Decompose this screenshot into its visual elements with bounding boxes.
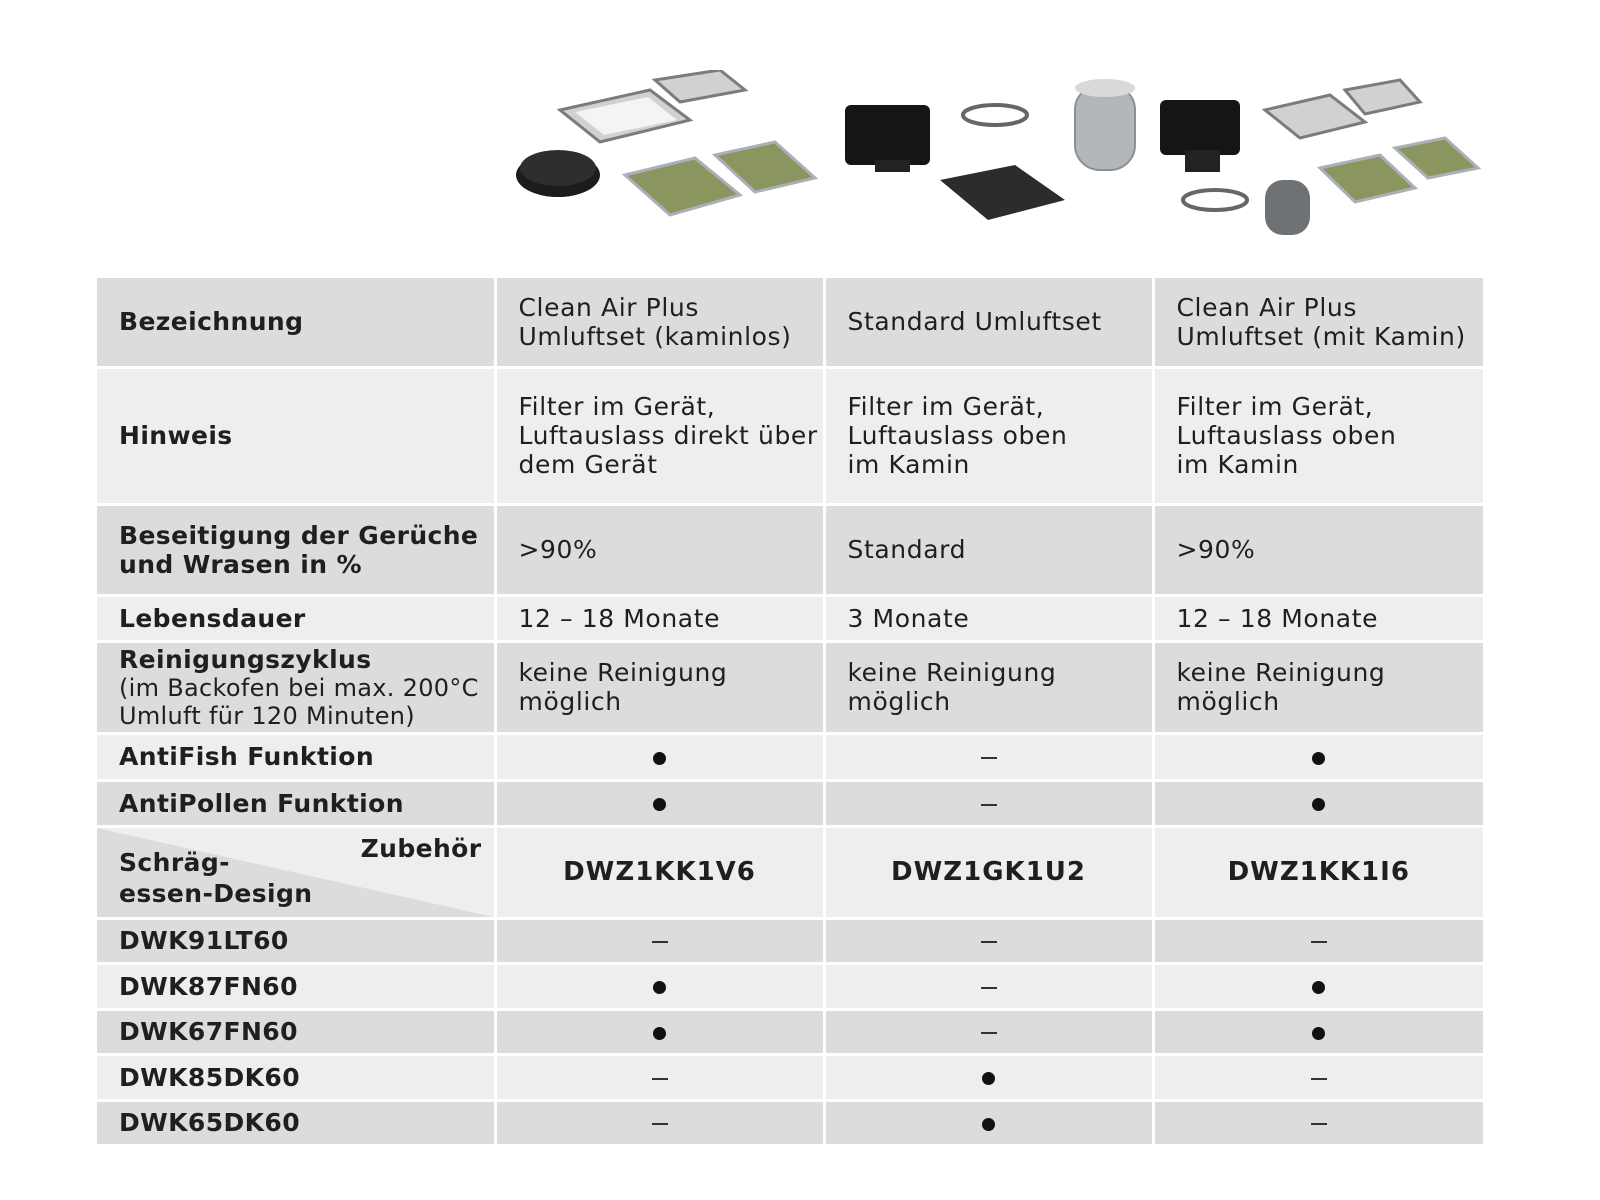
reinigung-col1 <box>495 641 824 733</box>
hinweis-col1-line2: Luftauslass direkt über <box>518 421 818 450</box>
filled-dot-icon <box>1312 798 1325 811</box>
label-beseitigung-line2: und Wrasen in % <box>119 549 362 579</box>
model-compat-col1 <box>495 1100 824 1145</box>
zubehoer-label: Zubehör <box>360 833 482 863</box>
schraegessen-label-line1: Schräg- <box>119 847 230 877</box>
dash-icon <box>981 757 997 759</box>
row-antifish <box>97 733 1483 780</box>
accessory-code-col3: DWZ1KK1I6 <box>1153 826 1483 918</box>
reinigung-col2-line1: keine Reinigung <box>847 658 1057 687</box>
product-image-strip <box>500 70 1490 250</box>
hinweis-col1-line3: dem Gerät <box>518 450 658 479</box>
row-lebensdauer <box>97 595 1483 641</box>
header-col3-line2: Umluftset (mit Kamin) <box>1176 321 1466 351</box>
hinweis-col2-line3: im Kamin <box>847 450 970 479</box>
row-zubehoer <box>97 826 1483 918</box>
header-col3 <box>1153 278 1483 367</box>
filled-dot-icon <box>653 1027 666 1040</box>
model-compat-col1 <box>495 1009 824 1054</box>
model-compat-col3 <box>1153 963 1483 1009</box>
standard-umluftset-kit-image <box>845 79 1135 220</box>
hinweis-col3-line1: Filter im Gerät, <box>1176 392 1374 421</box>
model-compat-col1 <box>495 918 824 963</box>
antifish-col2 <box>824 733 1153 780</box>
dash-icon <box>652 1123 668 1125</box>
label-hinweis: Hinweis <box>97 367 495 504</box>
model-compat-col2 <box>824 1054 1153 1100</box>
dash-icon <box>652 941 668 943</box>
beseitigung-col3: >90% <box>1153 504 1483 595</box>
antipollen-col1 <box>495 780 824 826</box>
label-reinigungszyklus-title: Reinigungszyklus <box>119 644 372 674</box>
reinigung-col1-line1: keine Reinigung <box>518 658 728 687</box>
dash-icon <box>981 941 997 943</box>
reinigung-col1-line2: möglich <box>518 687 622 716</box>
filled-dot-icon <box>1312 752 1325 765</box>
model-name: DWK85DK60 <box>97 1054 495 1100</box>
model-compat-col2 <box>824 1100 1153 1145</box>
header-col1-line2: Umluftset (kaminlos) <box>518 321 792 351</box>
filled-dot-icon <box>653 752 666 765</box>
model-name: DWK91LT60 <box>97 918 495 963</box>
filled-dot-icon <box>1312 981 1325 994</box>
header-col3-line1: Clean Air Plus <box>1176 292 1357 322</box>
dash-icon <box>1311 1078 1327 1080</box>
model-name: DWK87FN60 <box>97 963 495 1009</box>
antipollen-col2 <box>824 780 1153 826</box>
reinigung-col2-line2: möglich <box>847 687 951 716</box>
label-antifish: AntiFish Funktion <box>97 733 495 780</box>
table-row <box>97 918 1483 963</box>
model-name: DWK65DK60 <box>97 1100 495 1145</box>
filled-dot-icon <box>982 1118 995 1131</box>
model-compat-col3 <box>1153 1100 1483 1145</box>
row-reinigungszyklus <box>97 641 1483 733</box>
beseitigung-col2: Standard <box>824 504 1153 595</box>
schraegessen-label <box>119 847 313 909</box>
antifish-col3 <box>1153 733 1483 780</box>
table-row <box>97 1100 1483 1145</box>
model-compat-col1 <box>495 963 824 1009</box>
hinweis-col3-line2: Luftauslass oben <box>1176 421 1397 450</box>
dash-icon <box>981 987 997 989</box>
hinweis-col1-line1: Filter im Gerät, <box>518 392 716 421</box>
antipollen-col3 <box>1153 780 1483 826</box>
dash-icon <box>981 1032 997 1034</box>
clean-air-plus-kaminlos-kit-image <box>516 70 815 215</box>
header-col1-line1: Clean Air Plus <box>518 292 699 322</box>
label-beseitigung <box>97 504 495 595</box>
filled-dot-icon <box>653 798 666 811</box>
label-reinigungszyklus-sub-line2: Umluft für 120 Minuten) <box>119 701 415 730</box>
row-hinweis <box>97 367 1483 504</box>
filled-dot-icon <box>1312 1027 1325 1040</box>
model-compat-col2 <box>824 963 1153 1009</box>
hinweis-col2 <box>824 367 1153 504</box>
dash-icon <box>1311 941 1327 943</box>
schraegessen-label-line2: essen-Design <box>119 878 313 908</box>
accessory-code-col1: DWZ1KK1V6 <box>495 826 824 918</box>
dash-icon <box>1311 1123 1327 1125</box>
antifish-col1 <box>495 733 824 780</box>
model-compat-col3 <box>1153 1054 1483 1100</box>
label-bezeichnung: Bezeichnung <box>97 278 495 367</box>
label-beseitigung-line1: Beseitigung der Gerüche <box>119 520 479 550</box>
model-compat-col2 <box>824 918 1153 963</box>
reinigung-col3-line1: keine Reinigung <box>1176 658 1386 687</box>
model-compat-col3 <box>1153 1009 1483 1054</box>
header-col2: Standard Umluftset <box>824 278 1153 367</box>
model-compat-col1 <box>495 1054 824 1100</box>
model-compat-col2 <box>824 1009 1153 1054</box>
dash-icon <box>981 804 997 806</box>
reinigung-col3-line2: möglich <box>1176 687 1280 716</box>
label-antipollen: AntiPollen Funktion <box>97 780 495 826</box>
hinweis-col1 <box>495 367 824 504</box>
header-col1 <box>495 278 824 367</box>
reinigung-col3 <box>1153 641 1483 733</box>
filled-dot-icon <box>982 1072 995 1085</box>
reinigung-col2 <box>824 641 1153 733</box>
product-kits-illustration <box>500 70 1490 250</box>
table-row <box>97 1054 1483 1100</box>
table-row <box>97 1009 1483 1054</box>
lebensdauer-col1: 12 – 18 Monate <box>495 595 824 641</box>
label-reinigungszyklus <box>97 641 495 733</box>
row-antipollen <box>97 780 1483 826</box>
dash-icon <box>652 1078 668 1080</box>
zubehoer-diagonal-header <box>97 826 495 918</box>
hinweis-col3 <box>1153 367 1483 504</box>
lebensdauer-col2: 3 Monate <box>824 595 1153 641</box>
row-beseitigung <box>97 504 1483 595</box>
label-lebensdauer: Lebensdauer <box>97 595 495 641</box>
clean-air-plus-mit-kamin-kit-image <box>1160 80 1478 235</box>
hinweis-col3-line3: im Kamin <box>1176 450 1299 479</box>
filled-dot-icon <box>653 981 666 994</box>
model-compat-col3 <box>1153 918 1483 963</box>
accessory-code-col2: DWZ1GK1U2 <box>824 826 1153 918</box>
accessory-spec-table <box>97 278 1483 1147</box>
row-bezeichnung <box>97 278 1483 367</box>
beseitigung-col1: >90% <box>495 504 824 595</box>
hinweis-col2-line1: Filter im Gerät, <box>847 392 1045 421</box>
hinweis-col2-line2: Luftauslass oben <box>847 421 1068 450</box>
table-row <box>97 963 1483 1009</box>
lebensdauer-col3: 12 – 18 Monate <box>1153 595 1483 641</box>
model-name: DWK67FN60 <box>97 1009 495 1054</box>
label-reinigungszyklus-sub-line1: (im Backofen bei max. 200°C <box>119 673 479 702</box>
